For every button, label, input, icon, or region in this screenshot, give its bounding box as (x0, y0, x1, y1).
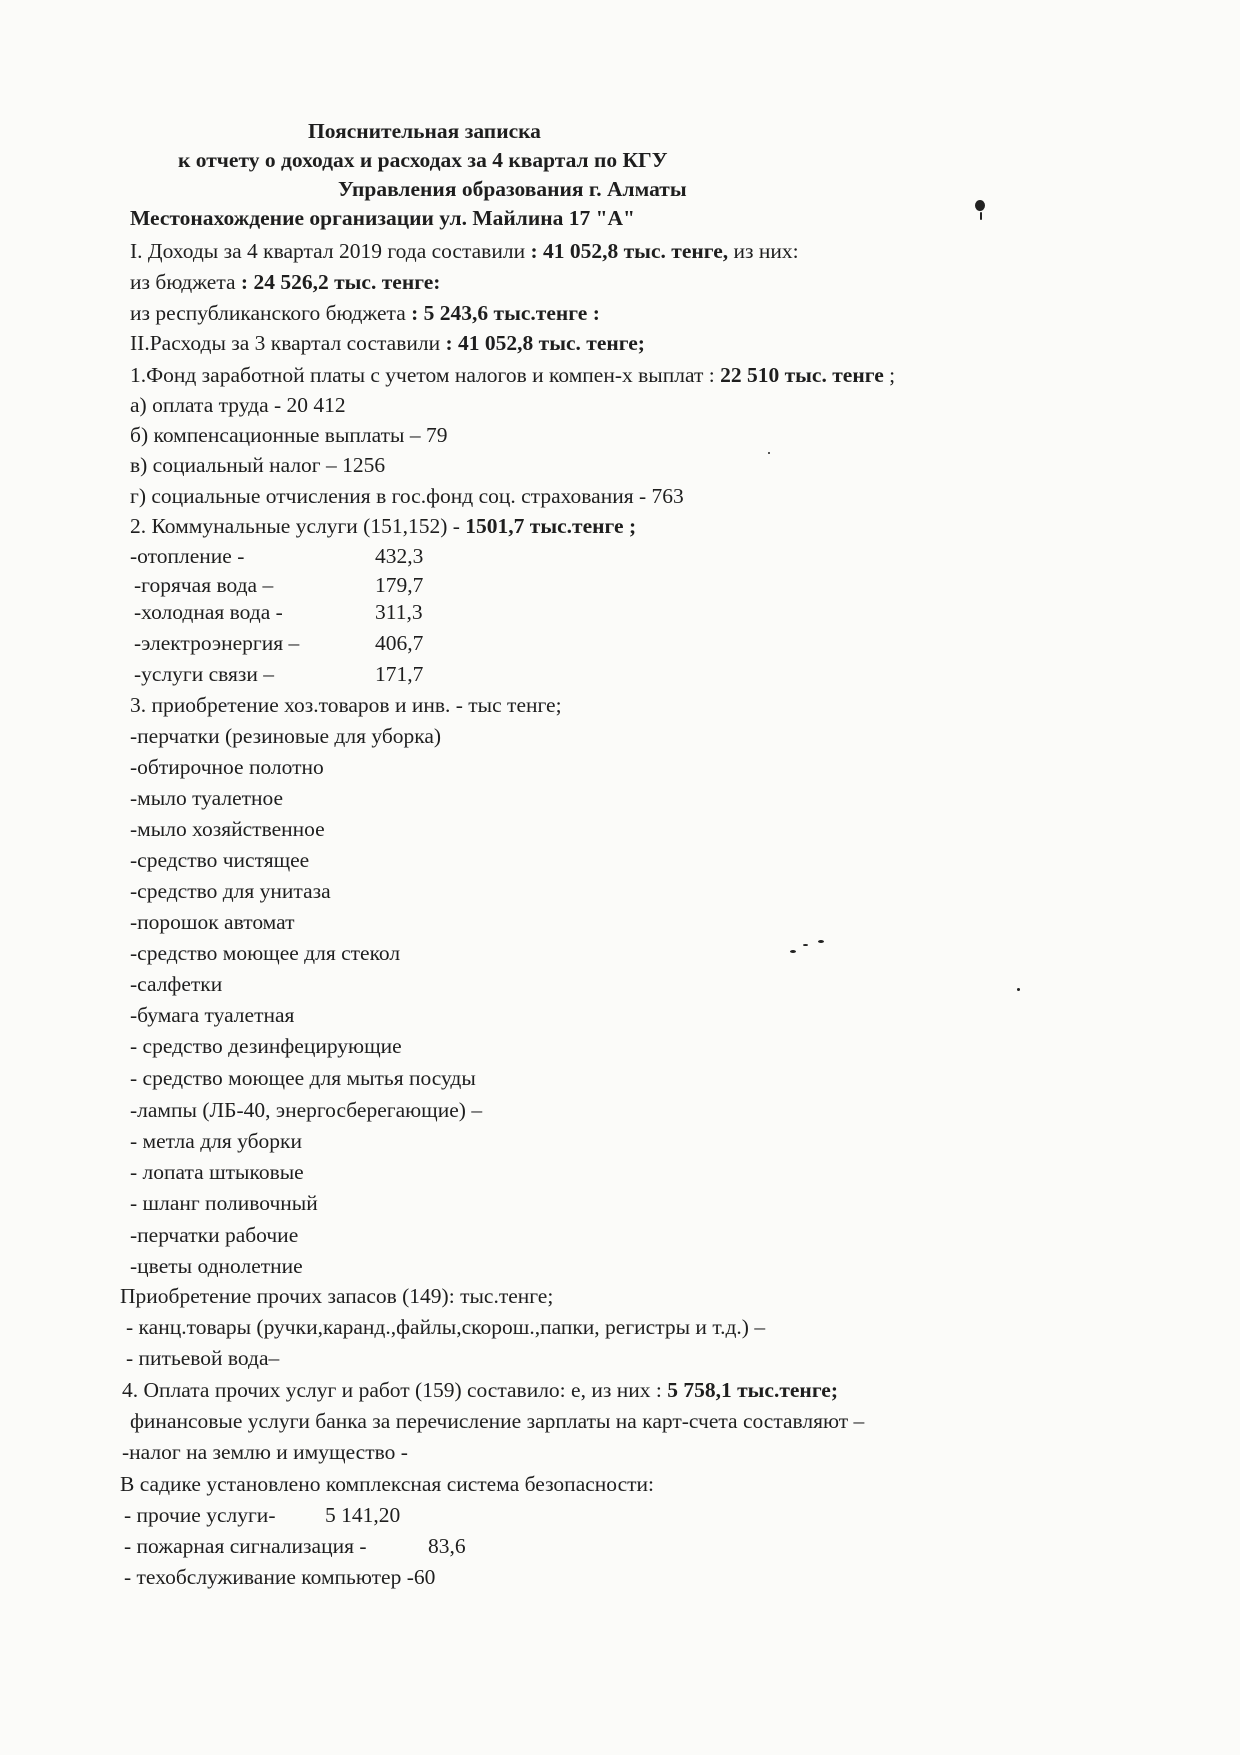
expenses-total-amount: : 41 052,8 тыс. тенге; (445, 331, 645, 355)
payroll-amount: 22 510 тыс. тенге (720, 363, 884, 387)
supply-item: -мыло хозяйственное (130, 817, 325, 841)
services-line (122, 1377, 838, 1403)
other-stock-item: - канц.товары (ручки,каранд.,файлы,скорош.,папки, регистры и т.д.) – (126, 1315, 766, 1339)
supply-item: -цветы однолетние (130, 1254, 303, 1278)
scan-speck (818, 940, 824, 943)
utilities-text: 2. Коммунальные услуги (151,152) - (130, 514, 466, 538)
organization-location: Местонахождение организации ул. Майлина 17 "А" (130, 206, 635, 230)
supply-item: -салфетки (130, 972, 223, 996)
utility-label: -отопление - (130, 544, 245, 568)
services-text: 4. Оплата прочих услуг и работ (159) составило: е, из них : (122, 1378, 668, 1402)
supply-item: -перчатки (резиновые для уборка) (130, 724, 442, 748)
security-item-value: 83,6 (428, 1534, 466, 1558)
document-subtitle: к отчету о доходах и расходах за 4 квартал по КГУ (178, 148, 668, 172)
payroll-item: в) социальный налог – 1256 (130, 453, 386, 477)
supply-item: -средство чистящее (130, 848, 310, 872)
supply-item: - метла для уборки (130, 1129, 302, 1153)
payroll-item: а) оплата труда - 20 412 (130, 393, 346, 417)
scan-speck (980, 212, 982, 220)
supply-item: - шланг поливочный (130, 1191, 318, 1215)
security-item-value: 5 141,20 (325, 1503, 401, 1527)
supply-item: -лампы (ЛБ-40, энергосберегающие) – (130, 1098, 483, 1122)
supplies-title: 3. приобретение хоз.товаров и инв. - тыс тенге; (130, 693, 562, 717)
organization-name: Управления образования г. Алматы (338, 177, 687, 201)
income-budget-amount: : 24 526,2 тыс. тенге: (240, 270, 441, 294)
supply-item: -средство моющее для стекол (130, 941, 401, 965)
supply-item: -бумага туалетная (130, 1003, 295, 1027)
income-republican-text: из республиканского бюджета (130, 301, 412, 325)
supply-item: -обтирочное полотно (130, 755, 324, 779)
income-total-line (130, 238, 799, 264)
security-title: В садике установлено комплексная система безопасности: (120, 1472, 654, 1496)
supply-item: - средство моющее для мытья посуды (130, 1066, 476, 1090)
utility-label: -горячая вода – (134, 573, 274, 597)
supply-item: -порошок автомат (130, 910, 295, 934)
scan-speck (803, 944, 808, 946)
services-item: финансовые услуги банка за перечисление зарплаты на карт-счета составляют – (130, 1409, 865, 1433)
scan-speck (975, 200, 985, 211)
expenses-total-text: II.Расходы за 3 квартал составили (130, 331, 446, 355)
document-title: Пояснительная записка (308, 119, 541, 143)
scan-speck (1017, 988, 1020, 991)
other-stock-item: - питьевой вода– (126, 1346, 280, 1370)
payroll-item: г) социальные отчисления в гос.фонд соц. страхования - 763 (130, 484, 684, 508)
income-total-amount: : 41 052,8 тыс. тенге, (530, 239, 729, 263)
utility-value: 432,3 (375, 544, 424, 568)
payroll-text: 1.Фонд заработной платы с учетом налогов и компен-х выплат : (130, 363, 721, 387)
security-item-label: - техобслуживание компьютер -60 (124, 1565, 436, 1589)
services-item: -налог на землю и имущество - (122, 1440, 408, 1464)
scan-speck (790, 950, 796, 953)
supply-item: -средство для унитаза (130, 879, 331, 903)
income-budget-text: из бюджета (130, 270, 241, 294)
utility-value: 179,7 (375, 573, 424, 597)
income-republican-amount: : 5 243,6 тыс.тенге : (411, 301, 600, 325)
security-item-label: - пожарная сигнализация - (124, 1534, 367, 1558)
supply-item: -мыло туалетное (130, 786, 284, 810)
supply-item: - средство дезинфецирующие (130, 1034, 402, 1058)
utility-label: -электроэнергия – (134, 631, 300, 655)
income-total-suffix: из них: (728, 239, 799, 263)
payroll-item: б) компенсационные выплаты – 79 (130, 423, 448, 447)
utilities-amount: 1501,7 тыс.тенге ; (465, 514, 637, 538)
services-amount: 5 758,1 тыс.тенге; (667, 1378, 839, 1402)
scan-speck (768, 452, 770, 454)
utility-value: 171,7 (375, 662, 424, 686)
expenses-total-line (130, 330, 645, 356)
other-stock-title: Приобретение прочих запасов (149): тыс.тенге; (120, 1284, 554, 1308)
income-budget-line (130, 269, 440, 295)
payroll-suffix: ; (883, 363, 896, 387)
utility-value: 406,7 (375, 631, 424, 655)
utility-value: 311,3 (375, 600, 423, 624)
income-total-text: I. Доходы за 4 квартал 2019 года составили (130, 239, 531, 263)
income-republican-line (130, 300, 600, 326)
utility-label: -услуги связи – (134, 662, 275, 686)
utilities-line (130, 513, 636, 539)
utility-label: -холодная вода - (134, 600, 283, 624)
security-item-label: - прочие услуги- (124, 1503, 276, 1527)
supply-item: - лопата штыковые (130, 1160, 304, 1184)
supply-item: -перчатки рабочие (130, 1223, 299, 1247)
payroll-line (130, 362, 895, 388)
